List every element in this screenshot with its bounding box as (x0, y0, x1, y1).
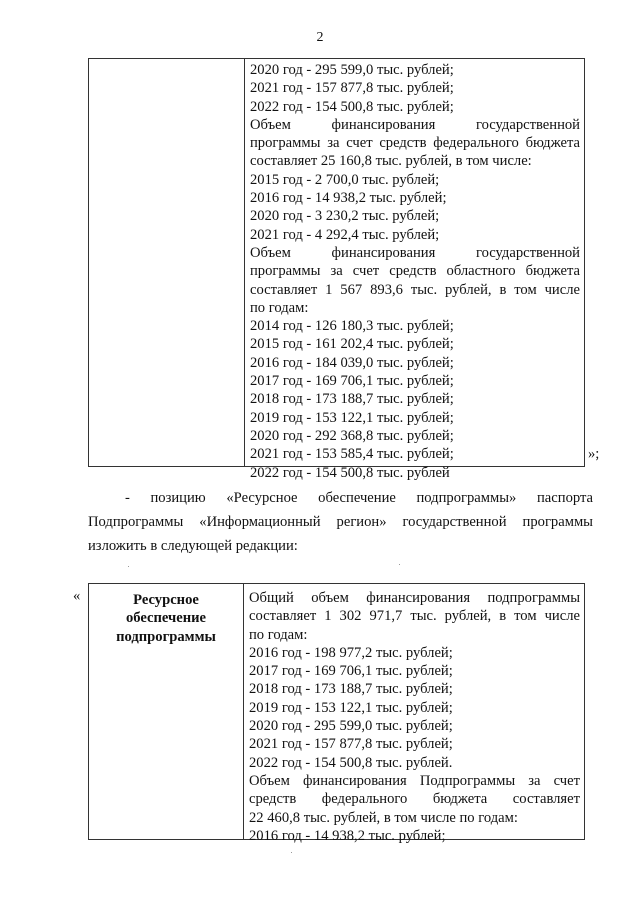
table-line: Объем финансирования Подпрограммы за счет (249, 772, 580, 789)
table-line: 2019 год - 153 122,1 тыс. рублей; (250, 409, 454, 426)
table-line: 2015 год - 2 700,0 тыс. рублей; (250, 171, 440, 188)
table-line: 2020 год - 292 368,8 тыс. рублей; (250, 427, 454, 444)
table-line: 2017 год - 169 706,1 тыс. рублей; (249, 663, 453, 680)
table-line: 2020 год - 295 599,0 тыс. рублей; (249, 718, 453, 735)
table-line: составляет 25 160,8 тыс. рублей, в том числе: (250, 153, 532, 170)
table-line: 2020 год - 295 599,0 тыс. рублей; (250, 62, 454, 78)
funding-table-continued (88, 58, 585, 481)
table-line: 22 460,8 тыс. рублей, в том числе по годам: (249, 809, 518, 826)
table-line: 2018 год - 173 188,7 тыс. рублей; (250, 391, 454, 408)
row-heading-cell (89, 584, 244, 839)
table-line: 2020 год - 3 230,2 тыс. рублей; (250, 208, 440, 225)
scan-speck (128, 566, 129, 567)
table-line: программы за счет средств федерального бюджета (250, 135, 580, 152)
table-line: Общий объем финансирования подпрограммы (249, 590, 580, 606)
table-line: 2016 год - 198 977,2 тыс. рублей; (249, 644, 453, 661)
resource-provision-table (88, 583, 585, 844)
table-line: 2016 год - 14 938,2 тыс. рублей; (250, 190, 447, 207)
table-line: Объем финансирования государственной (250, 244, 580, 261)
table-line: средств федерального бюджета составляет (249, 791, 580, 808)
table-line: 2014 год - 126 180,3 тыс. рублей; (250, 318, 454, 335)
closing-quote: »; (588, 446, 600, 462)
table-line: Объем финансирования государственной (250, 116, 580, 133)
row-heading-line: Ресурсное (133, 592, 199, 608)
scan-speck (291, 852, 292, 853)
table-line: 2016 год - 184 039,0 тыс. рублей; (250, 354, 454, 371)
table-line: 2016 год - 14 938,2 тыс. рублей; (249, 827, 446, 844)
scan-speck (399, 564, 400, 565)
table-line: составляет 1 567 893,6 тыс. рублей, в том числе (250, 281, 580, 298)
table-line: 2021 год - 157 877,8 тыс. рублей; (250, 80, 454, 97)
table-right-cell (245, 59, 584, 481)
table-line: по годам: (249, 626, 308, 643)
instruction-paragraph (88, 486, 593, 558)
paragraph-line: - позицию «Ресурсное обеспечение подпрограммы» паспорта (125, 490, 593, 506)
table-left-cell-empty (89, 59, 245, 466)
table-line: 2015 год - 161 202,4 тыс. рублей; (250, 336, 454, 353)
table-line: 2019 год - 153 122,1 тыс. рублей; (249, 699, 453, 716)
table-line: 2021 год - 153 585,4 тыс. рублей; (250, 446, 454, 463)
table-line: 2021 год - 157 877,8 тыс. рублей; (249, 736, 453, 753)
row-heading-line: подпрограммы (116, 628, 216, 645)
table-line: программы за счет средств областного бюджета (250, 263, 580, 280)
paragraph-line: Подпрограммы «Информационный регион» государственной программы (88, 514, 593, 530)
table-line: 2022 год - 154 500,8 тыс. рублей; (250, 98, 454, 115)
table-line: 2022 год - 154 500,8 тыс. рублей (250, 464, 450, 481)
table-line: 2022 год - 154 500,8 тыс. рублей. (249, 754, 453, 771)
paragraph-line: изложить в следующей редакции: (88, 538, 298, 554)
table-line: составляет 1 302 971,7 тыс. рублей, в том числе (249, 608, 580, 625)
table-line: по годам: (250, 299, 309, 316)
page-number: 2 (316, 30, 324, 45)
opening-quote: « (73, 588, 81, 604)
table-line: 2018 год - 173 188,7 тыс. рублей; (249, 681, 453, 698)
table-right-cell (244, 584, 584, 844)
table-line: 2017 год - 169 706,1 тыс. рублей; (250, 373, 454, 390)
table-line: 2021 год - 4 292,4 тыс. рублей; (250, 226, 440, 243)
row-heading-line: обеспечение (125, 610, 207, 627)
